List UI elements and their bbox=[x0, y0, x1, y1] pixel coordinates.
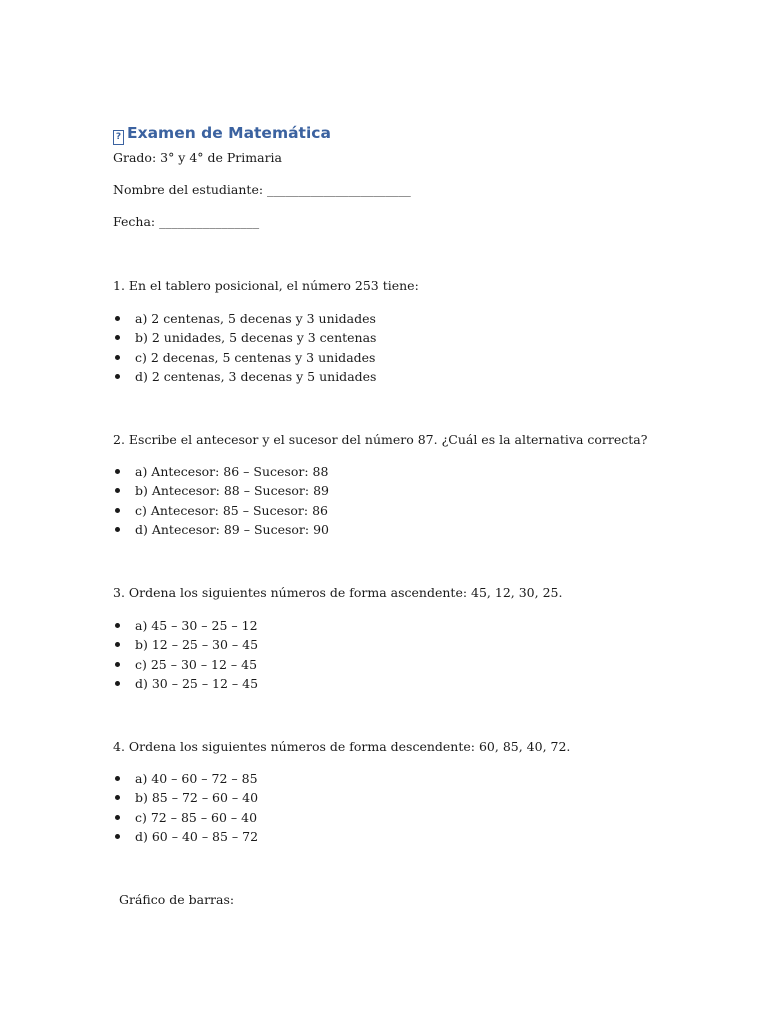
option-text: a) 2 centenas, 5 decenas y 3 unidades bbox=[135, 311, 376, 326]
bullet-icon bbox=[115, 355, 120, 360]
question-4-option-b bbox=[113, 790, 258, 809]
bullet-icon bbox=[115, 623, 120, 628]
bullet-icon bbox=[115, 815, 120, 820]
question-1-option-d bbox=[113, 369, 376, 388]
question-3-option-c bbox=[113, 657, 258, 676]
option-text: b) Antecesor: 88 – Sucesor: 89 bbox=[135, 483, 329, 499]
bullet-icon bbox=[115, 316, 120, 321]
date-line: Fecha: ________________ bbox=[113, 214, 260, 229]
question-2-prompt: 2. Escribe el antecesor y el sucesor del número 87. ¿Cuál es la alternativa correcta? bbox=[113, 432, 648, 447]
bullet-icon bbox=[115, 527, 120, 532]
option-text: c) Antecesor: 85 – Sucesor: 86 bbox=[135, 502, 328, 518]
question-3-option-d bbox=[113, 676, 258, 695]
option-text: d) 60 – 40 – 85 – 72 bbox=[135, 828, 259, 844]
bullet-icon bbox=[115, 795, 120, 800]
question-1-option-a bbox=[113, 311, 376, 330]
option-text: c) 72 – 85 – 60 – 40 bbox=[135, 809, 258, 825]
option-text: c) 25 – 30 – 12 – 45 bbox=[135, 656, 258, 672]
question-2-options bbox=[113, 464, 329, 541]
bar-chart-label: Gráfico de barras: bbox=[119, 892, 235, 907]
question-4-options bbox=[113, 771, 258, 848]
bullet-icon bbox=[115, 776, 120, 781]
question-3-options bbox=[113, 618, 258, 695]
question-4-option-d bbox=[113, 829, 258, 848]
question-1-prompt: 1. En el tablero posicional, el número 253 tiene: bbox=[113, 278, 419, 293]
document-title bbox=[113, 124, 331, 145]
question-4-option-c bbox=[113, 810, 258, 829]
question-1-option-c bbox=[113, 350, 376, 369]
question-2-option-c bbox=[113, 503, 329, 522]
option-text: d) 2 centenas, 3 decenas y 5 unidades bbox=[135, 368, 377, 384]
bullet-icon bbox=[115, 335, 120, 340]
bullet-icon bbox=[115, 681, 120, 686]
question-1-option-b bbox=[113, 330, 376, 349]
question-1-options bbox=[113, 311, 376, 388]
grade-line: Grado: 3° y 4° de Primaria bbox=[113, 150, 283, 165]
option-text: d) 30 – 25 – 12 – 45 bbox=[135, 675, 259, 691]
bullet-icon bbox=[115, 469, 120, 474]
question-2-option-a bbox=[113, 464, 329, 483]
document-title-text: Examen de Matemática bbox=[127, 124, 331, 142]
option-text: b) 12 – 25 – 30 – 45 bbox=[135, 637, 259, 653]
student-name-line: Nombre del estudiante: _______________________ bbox=[113, 182, 411, 197]
document-icon: ? bbox=[113, 130, 124, 145]
option-text: b) 2 unidades, 5 decenas y 3 centenas bbox=[135, 330, 377, 346]
option-text: c) 2 decenas, 5 centenas y 3 unidades bbox=[135, 349, 376, 365]
bullet-icon bbox=[115, 642, 120, 647]
bullet-icon bbox=[115, 508, 120, 513]
question-2-option-d bbox=[113, 522, 329, 541]
option-text: a) 45 – 30 – 25 – 12 bbox=[135, 618, 258, 633]
bullet-icon bbox=[115, 374, 120, 379]
option-text: b) 85 – 72 – 60 – 40 bbox=[135, 790, 259, 806]
question-3-option-b bbox=[113, 637, 258, 656]
question-3-option-a bbox=[113, 618, 258, 637]
option-text: a) Antecesor: 86 – Sucesor: 88 bbox=[135, 464, 329, 479]
bullet-icon bbox=[115, 488, 120, 493]
bullet-icon bbox=[115, 662, 120, 667]
option-text: a) 40 – 60 – 72 – 85 bbox=[135, 771, 258, 786]
question-3-prompt: 3. Ordena los siguientes números de forma ascendente: 45, 12, 30, 25. bbox=[113, 585, 563, 600]
question-2-option-b bbox=[113, 483, 329, 502]
question-4-prompt: 4. Ordena los siguientes números de forma descendente: 60, 85, 40, 72. bbox=[113, 739, 571, 754]
bullet-icon bbox=[115, 834, 120, 839]
question-4-option-a bbox=[113, 771, 258, 790]
option-text: d) Antecesor: 89 – Sucesor: 90 bbox=[135, 521, 329, 537]
